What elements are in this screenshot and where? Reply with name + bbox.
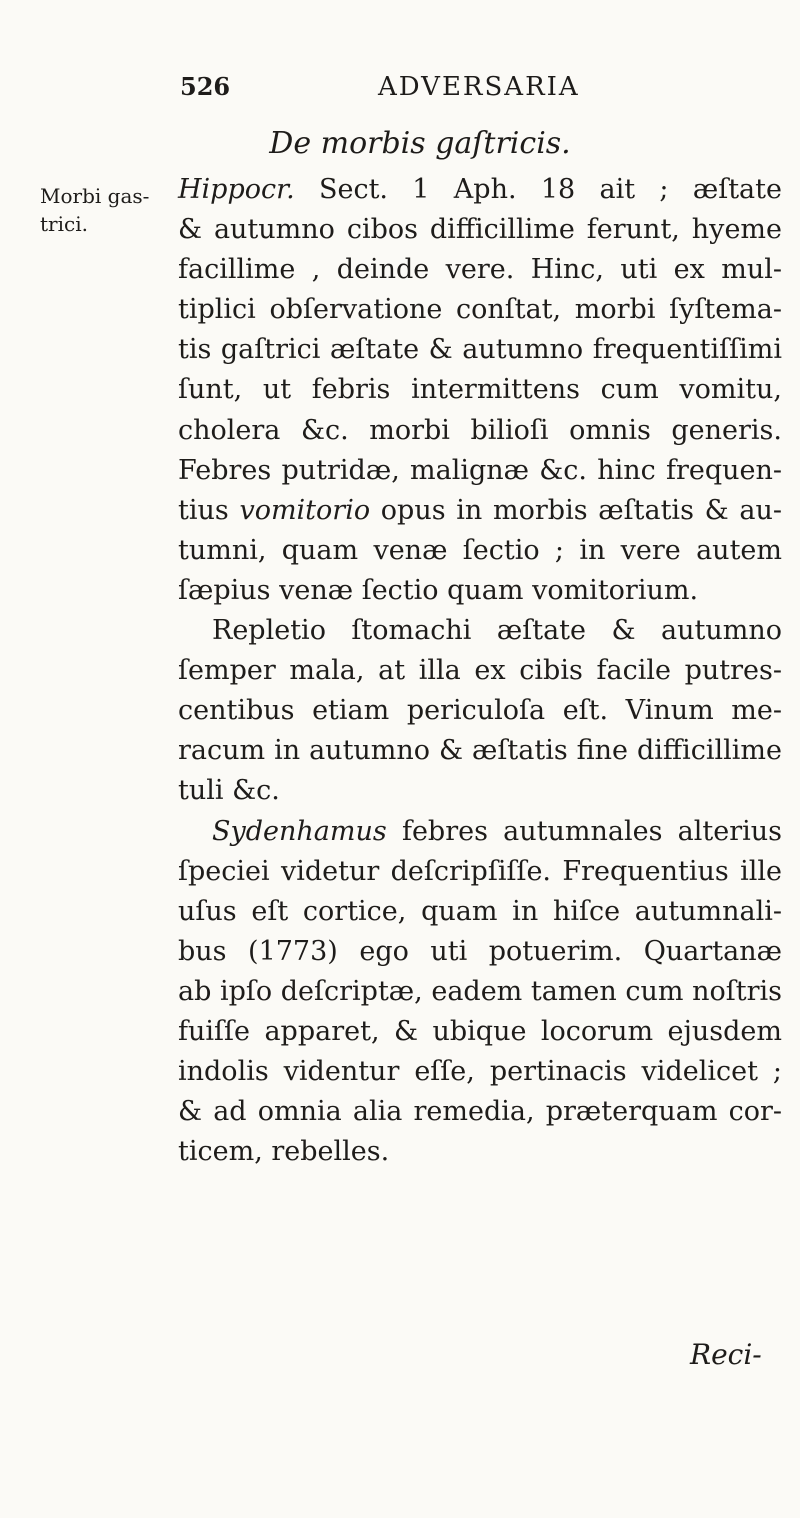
text-line: tumni, quam venæ ſectio ; in vere autem	[178, 534, 782, 566]
margin-note-line: trici.	[40, 212, 88, 236]
text-line: Febres putridæ, malignæ &c. hinc frequen-	[178, 454, 782, 486]
catchword: Reci-	[690, 1338, 762, 1371]
text-line: tuli &c.	[178, 775, 280, 807]
text-line: & autumno cibos difficillime ferunt, hyeme	[178, 214, 782, 246]
text-line: Repletio ſtomachi æſtate & autumno	[212, 615, 782, 647]
text-line: uſus eſt cortice, quam in hiſce autumnali-	[178, 895, 782, 927]
running-head: ADVERSARIA	[378, 72, 580, 102]
margin-note	[40, 182, 150, 238]
section-title: De morbis gaſtricis.	[269, 126, 571, 161]
text-line: ticem, rebelles.	[178, 1136, 390, 1168]
paragraph-2	[178, 611, 782, 811]
text-line: ab ipſo deſcriptæ, eadem tamen cum noſtris	[178, 975, 782, 1007]
text-line: Hippocr. Sect. 1 Aph. 18 ait ; æſtate	[178, 174, 782, 205]
page-number: 526	[180, 72, 231, 101]
margin-note-line: Morbi gas-	[40, 184, 150, 208]
text-line: fuiſſe apparet, & ubique locorum ejusdem	[178, 1015, 782, 1047]
paragraph-1	[178, 170, 782, 611]
author-citation: Hippocr.	[178, 174, 295, 205]
paragraph-3	[178, 812, 782, 1173]
text-line: ſæpius venæ ſectio quam vomitorium.	[178, 574, 699, 606]
text-line: indolis videntur eſſe, pertinacis videlicet ;	[178, 1056, 782, 1088]
author-citation: Sydenhamus	[212, 815, 387, 847]
text-line: ſpeciei videtur deſcripſiſſe. Frequentius ille	[178, 855, 782, 887]
text-line: ſemper mala, at illa ex cibis facile putres-	[178, 655, 782, 687]
text-line: cholera &c. morbi bilioſi omnis generis.	[178, 414, 782, 446]
body-text	[178, 170, 782, 1172]
text-line: tis gaſtrici æſtate & autumno frequentiſſimi	[178, 334, 782, 366]
text-line: & ad omnia alia remedia, præterquam cor-	[178, 1096, 782, 1128]
text-line: tius vomitorio opus in morbis æſtatis & au-	[178, 494, 782, 526]
page-header	[180, 72, 740, 112]
text-line: ſunt, ut febris intermittens cum vomitu,	[178, 374, 782, 406]
text-line: tiplici obſervatione conſtat, morbi ſyſtema-	[178, 294, 782, 326]
text-line: centibus etiam periculoſa eſt. Vinum me-	[178, 695, 782, 727]
text-line: Sydenhamus febres autumnales alterius	[212, 815, 782, 847]
text-line: bus (1773) ego uti potuerim. Quartanæ	[178, 935, 782, 967]
text-line: racum in autumno & æſtatis fine difficillime	[178, 735, 782, 767]
emphasis-word: vomitorio	[239, 494, 371, 526]
text-line: facillime , deinde vere. Hinc, uti ex mul-	[178, 254, 782, 286]
